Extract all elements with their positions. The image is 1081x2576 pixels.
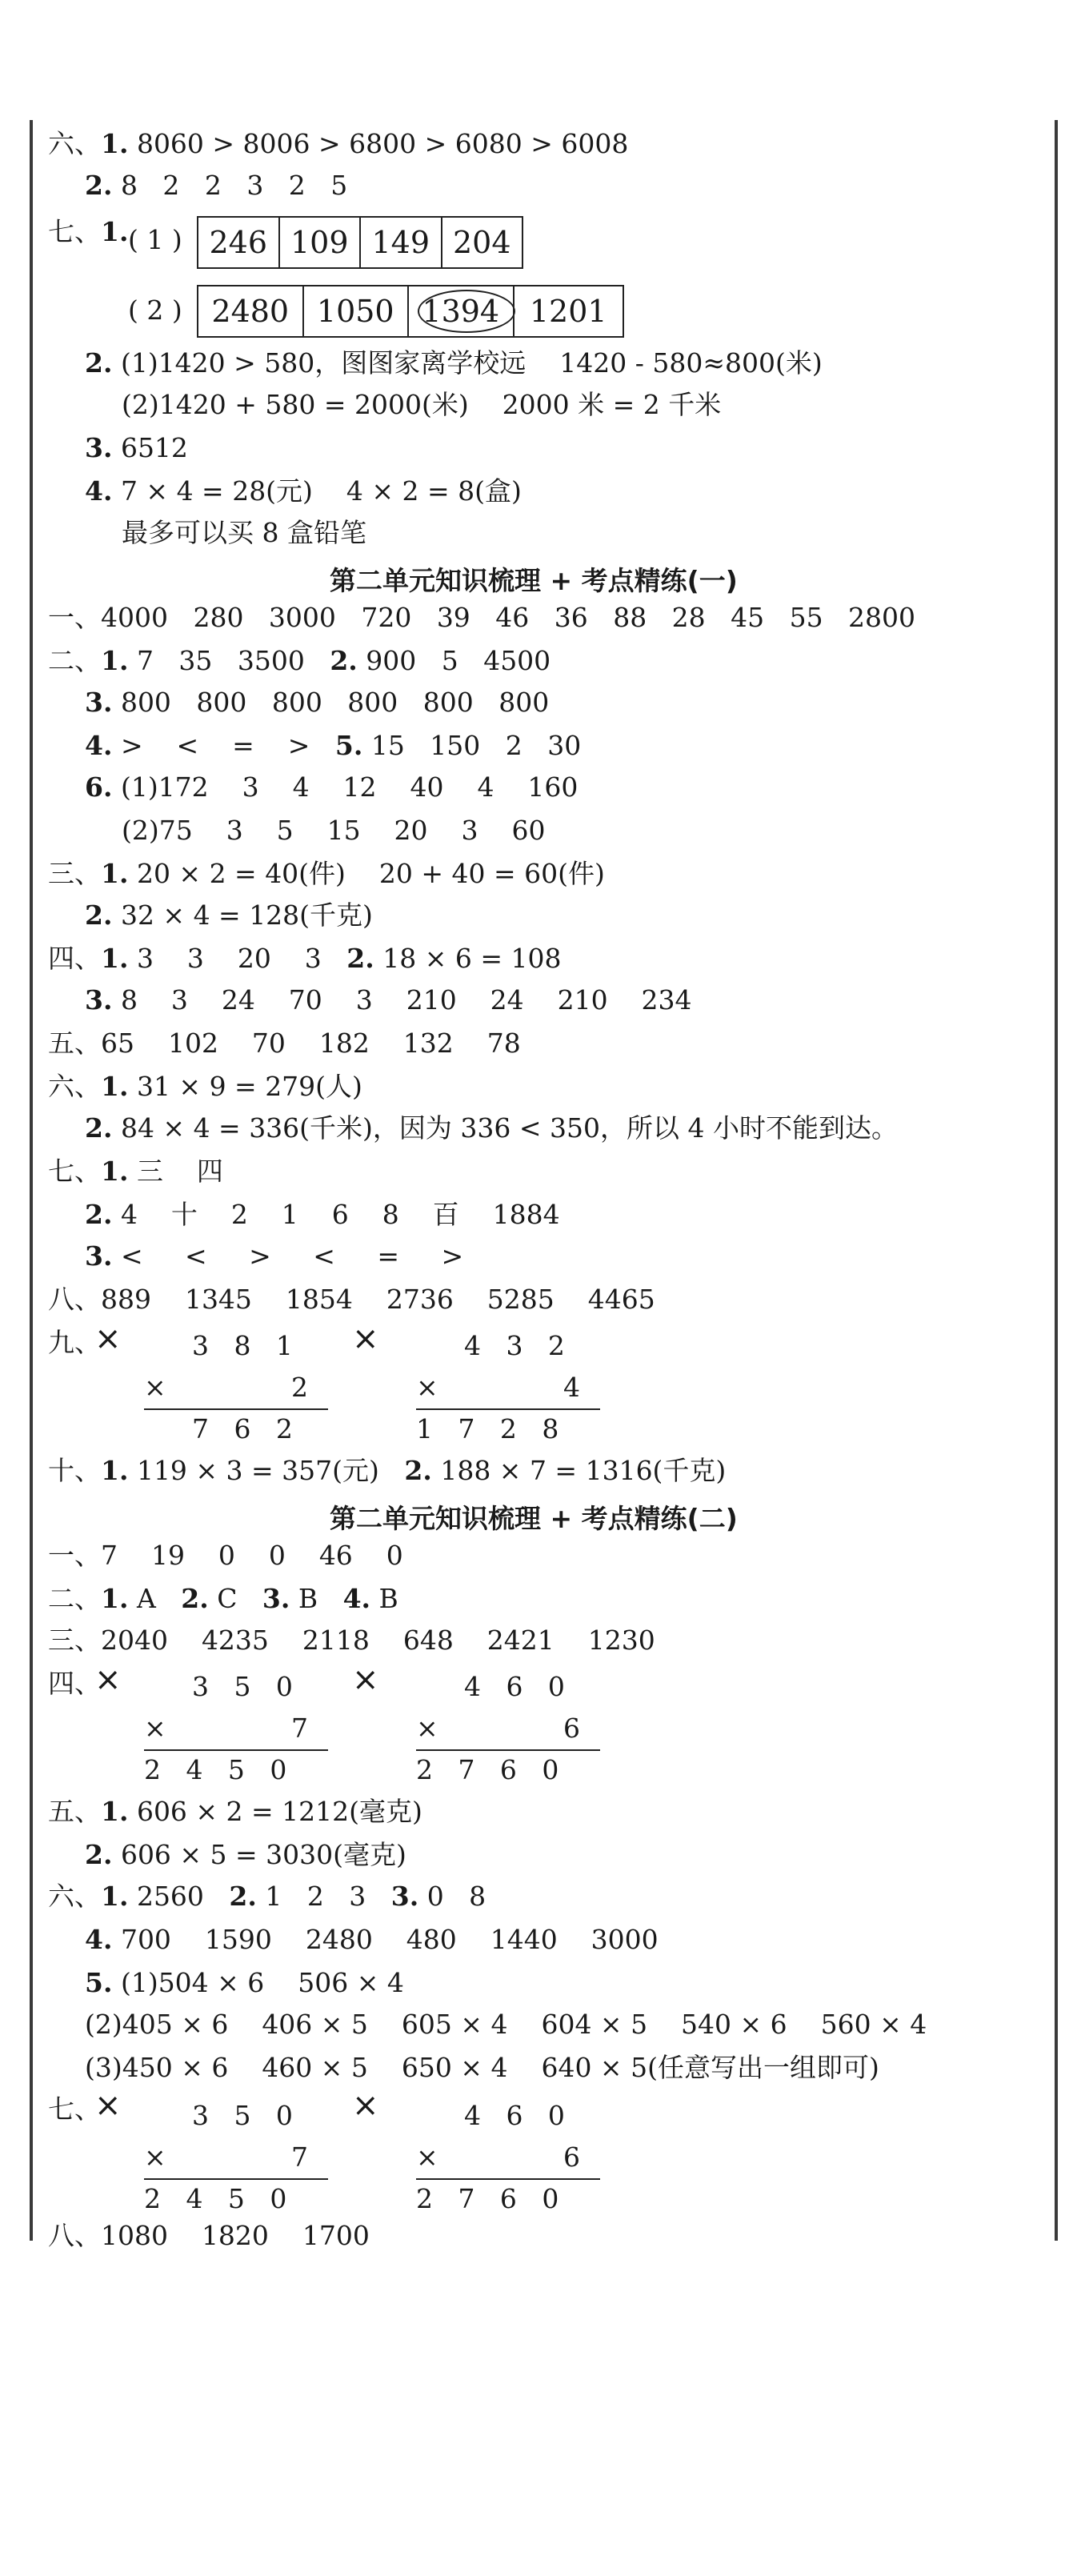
times-sign: × [416,1372,438,1403]
section-title: 第二单元知识梳理 + 考点精练(一) [330,565,738,596]
answer-line: 五、1. 606 × 2 = 1212(毫克) [48,1796,422,1827]
answer-line: 三、2040 4235 2118 648 2421 1230 [48,1625,655,1656]
answer-line: 二、1. A 2. C 3. B 4. B [48,1583,398,1614]
answer-line: 六、1. 2560 2. 1 2 3 3. 0 8 [48,1881,486,1912]
answer-line: 2. 8 2 2 3 2 5 [85,170,348,201]
wrong-mark: × [352,1661,379,1698]
box-cell: 246 [198,218,280,267]
multiplier: 6 [563,2141,580,2173]
multiplier: 7 [291,2141,308,2173]
product: 7 6 2 [192,1413,293,1444]
answer-line: 4. 700 1590 2480 480 1440 3000 [85,1924,659,1955]
multiplicand: 4 6 0 [464,1671,565,1702]
box-row-label: ( 1 ) [128,224,182,255]
answer-line: 六、1. 31 × 9 = 279(人) [48,1071,362,1102]
answer-line: 2. 606 × 5 = 3030(毫克) [85,1839,406,1870]
wrong-mark: × [94,2087,122,2124]
box-cell: 109 [280,218,362,267]
product: 2 7 6 0 [416,2183,559,2214]
multiplier: 6 [563,1713,580,1744]
answer-line: 八、889 1345 1854 2736 5285 4465 [48,1284,655,1315]
number-box-row-1 [197,216,523,269]
right-border [1055,120,1058,2241]
answer-line: 3. 6512 [85,432,188,463]
answer-line: 九、 [48,1327,101,1358]
wrong-mark: × [352,1320,379,1357]
product: 1 7 2 8 [416,1413,559,1444]
answer-line: 2. 84 × 4 = 336(千米)，因为 336 < 350，所以 4 小时不能到达。 [85,1112,898,1144]
multiplicand: 3 5 0 [192,1671,293,1702]
times-sign: × [416,2141,438,2173]
wrong-mark: × [352,2087,379,2124]
product: 2 7 6 0 [416,1754,559,1785]
box-row-label: ( 2 ) [128,294,182,326]
answer-line: 六、1. 8060 > 8006 > 6800 > 6080 > 6008 [48,128,629,159]
multiplicand: 3 8 1 [192,1330,293,1361]
multiplier: 4 [563,1372,580,1403]
answer-line: 3. 8 3 24 70 3 210 24 210 234 [85,984,692,1016]
wrong-mark: × [94,1320,122,1357]
answer-line: 七、1. [48,216,129,247]
answer-line: 十、1. 119 × 3 = 357(元) 2. 188 × 7 = 1316(千克) [48,1455,727,1486]
times-sign: × [144,1372,166,1403]
answer-line: 八、1080 1820 1700 [48,2220,370,2251]
answer-line: 6. (1)172 3 4 12 40 4 160 [85,771,579,803]
multiplicand: 4 6 0 [464,2100,565,2131]
answer-line: 二、1. 7 35 3500 2. 900 5 4500 [48,645,551,676]
answer-line: 4. 7 × 4 = 28(元) 4 × 2 = 8(盒) [85,475,522,507]
answer-line: 最多可以买 8 盒铅笔 [122,517,366,548]
box-cell: 1050 [304,286,410,336]
answer-line: 2. (1)1420 > 580，图图家离学校远 1420 - 580≈800(米) [85,347,823,379]
answer-line: 五、65 102 70 182 132 78 [48,1028,521,1059]
answer-line: 七、 [48,2093,101,2125]
answer-line: 3. < < > < = > [85,1240,464,1272]
circle-mark [418,290,515,333]
multiplier: 2 [291,1372,308,1403]
answer-line: 4. > < = > 5. 15 150 2 30 [85,730,582,761]
left-border [30,120,33,2241]
box-cell: 2480 [198,286,304,336]
multiplicand: 3 5 0 [192,2100,293,2131]
answer-line: 3. 800 800 800 800 800 800 [85,687,550,718]
box-cell: 1201 [529,294,607,329]
result-line [416,2178,600,2180]
answer-line: (2)405 × 6 406 × 5 605 × 4 604 × 5 540 × 6 560 × 4 [85,2009,927,2040]
answer-line: 2. 32 × 4 = 128(千克) [85,899,373,931]
section-title: 第二单元知识梳理 + 考点精练(二) [330,1503,738,1534]
product: 2 4 5 0 [144,2183,287,2214]
multiplicand: 4 3 2 [464,1330,565,1361]
wrong-mark: × [94,1661,122,1698]
box-cell: 204 [452,225,511,260]
answer-line: (2)1420 + 580 = 2000(米) 2000 米 = 2 千米 [122,389,722,420]
times-sign: × [144,2141,166,2173]
answer-line: 四、 [48,1668,101,1699]
result-line [144,1749,328,1751]
answer-line: (3)450 × 6 460 × 5 650 × 4 640 × 5(任意写出一组即可) [85,2052,879,2083]
answer-line: 四、1. 3 3 20 3 2. 18 × 6 = 108 [48,943,562,974]
answer-line: (2)75 3 5 15 20 3 60 [122,815,546,846]
times-sign: × [416,1713,438,1744]
answer-line: 三、1. 20 × 2 = 40(件) 20 + 40 = 60(件) [48,858,605,889]
answer-line: 2. 4 十 2 1 6 8 百 1884 [85,1199,560,1230]
result-line [416,1408,600,1410]
times-sign: × [144,1713,166,1744]
box-cell: 149 [361,218,442,267]
number-box-row-2 [197,285,624,338]
answer-line: 一、4000 280 3000 720 39 46 36 88 28 45 55 2800 [48,602,916,633]
multiplier: 7 [291,1713,308,1744]
box-cell: 1394 [409,286,514,336]
result-line [144,2178,328,2180]
answer-line: 5. (1)504 × 6 506 × 4 [85,1967,404,1998]
answer-line: 一、7 19 0 0 46 0 [48,1540,403,1571]
answer-line: 七、1. 三 四 [48,1156,223,1187]
result-line [416,1749,600,1751]
product: 2 4 5 0 [144,1754,287,1785]
result-line [144,1408,328,1410]
